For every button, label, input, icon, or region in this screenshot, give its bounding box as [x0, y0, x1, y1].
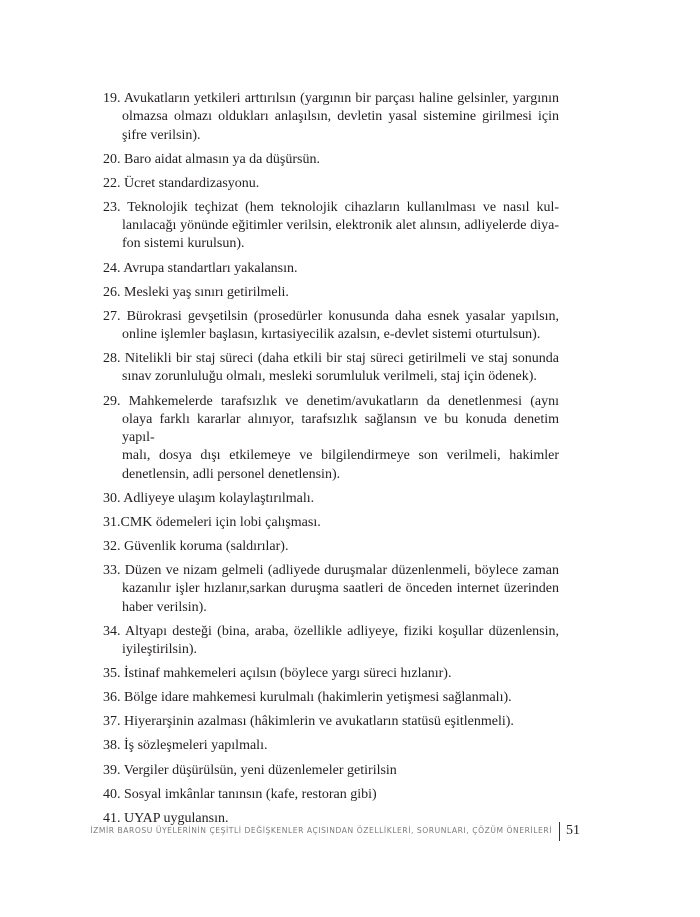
list-item-text: İstinaf mahkemeleri açılsın (böylece yargı süreci hızlanır). — [124, 666, 452, 682]
list-item-text: Altyapı desteği (bina, araba, özellikle adliyeye, fiziki koşullar düzenlensin, — [125, 623, 559, 639]
list-item — [103, 90, 559, 145]
list-item-line — [103, 368, 559, 386]
list-item-first-line — [103, 737, 559, 755]
list-item-text: Bölge idare mahkemesi kurulmalı (hakimlerin yetişmesi sağlanmalı). — [124, 690, 512, 706]
list-item-number: 32. — [103, 539, 121, 554]
list-item-text: İş sözleşmeleri yapılmalı. — [124, 738, 268, 754]
list-item-first-line — [103, 762, 559, 780]
list-item-text: Vergiler düşürülsün, yeni düzenlemeler getirilsin — [123, 762, 397, 778]
list-item-first-line — [103, 786, 559, 804]
running-footer-title: İZMİR BAROSU ÜYELERİNİN ÇEŞİTLİ DEĞİŞKENLER AÇISINDAN ÖZELLİKLERİ, SORUNLARI, ÇÖZÜM ÖNERİLERİ — [90, 826, 552, 835]
list-item-first-line — [103, 308, 559, 326]
list-item-text: Nitelikli bir staj süreci (daha etkili bir staj süreci getirilmeli ve staj sonunda — [124, 351, 559, 367]
list-item-number: 27. — [103, 308, 121, 324]
list-item — [103, 786, 559, 804]
list-item-line — [103, 326, 559, 344]
list-item-text: Güvenlik koruma (saldırılar). — [124, 539, 289, 554]
list-item-text: Bürokrasi gevşetilsin (prosedürler konusunda daha esnek yasalar yapılsın, — [126, 308, 560, 324]
list-item — [103, 308, 559, 345]
list-item — [103, 737, 559, 755]
list-item-first-line — [103, 514, 559, 532]
list-item — [103, 538, 559, 556]
list-item-line — [103, 411, 559, 448]
list-item-text: Avukatların yetkileri arttırılsın (yargının bir parçası haline gelsinler, yargının — [123, 91, 559, 106]
list-item-text: kazanılır işler hızlanır,sarkan duruşma saatleri de önceden internet üzerinden — [122, 581, 559, 597]
list-item-number: 26. — [103, 284, 121, 300]
list-item-text: denetlensin, adli personel denetlensin). — [122, 466, 341, 482]
list-item-first-line — [103, 393, 559, 411]
list-item-text: UYAP uygulansın. — [124, 810, 229, 826]
list-item-number: 29. — [103, 393, 121, 409]
list-item-text: Avrupa standartları yakalansın. — [123, 260, 298, 276]
list-item — [103, 665, 559, 683]
list-item-line — [103, 641, 559, 659]
list-item-text: CMK ödemeleri için lobi çalışması. — [120, 514, 321, 530]
list-item — [103, 514, 559, 532]
list-item-number: 24. — [103, 260, 121, 276]
list-item-first-line — [103, 623, 559, 641]
list-item-text: fon sistemi kurulsun). — [122, 236, 245, 252]
list-item-first-line — [103, 90, 559, 108]
list-item-number: 39. — [103, 762, 121, 778]
list-item — [103, 490, 559, 508]
list-item-number: 19. — [103, 91, 121, 106]
list-item-text: şifre verilsin). — [122, 127, 201, 143]
list-item-text: Sosyal imkânlar tanınsın (kafe, restoran gibi) — [124, 786, 377, 802]
list-item-text: olaya farklı kararlar alınıyor, tarafsızlık sağlansın ve bu konuda denetim yapıl- — [122, 411, 559, 446]
list-item — [103, 623, 559, 660]
list-item-line — [103, 235, 559, 253]
list-item-text: Baro aidat almasın ya da düşürsün. — [124, 151, 320, 167]
list-item-text: online işlemler başlasın, kırtasiyecilik azalsın, e-devlet sistemi oturtulsun). — [122, 327, 541, 343]
list-item-first-line — [103, 713, 559, 731]
list-item-text: Mahkemelerde tarafsızlık ve denetim/avukatların da denetlenmesi (aynı — [128, 393, 560, 409]
list-item — [103, 175, 559, 193]
list-item-text: malı, dosya dışı etkilemeye ve bilgilendirmeye son verilmeli, hakimler — [122, 448, 559, 464]
list-item-number: 31. — [103, 514, 121, 530]
list-item — [103, 199, 559, 254]
list-item — [103, 151, 559, 169]
list-item — [103, 689, 559, 707]
list-item-text: Adliyeye ulaşım kolaylaştırılmalı. — [123, 490, 315, 506]
list-item-line — [103, 127, 559, 145]
list-item-first-line — [103, 284, 559, 302]
list-item-line — [103, 580, 559, 598]
list-item — [103, 260, 559, 278]
list-item-line — [103, 217, 559, 235]
numbered-list — [103, 90, 559, 834]
list-item-text: lanılacağı yönünde eğitimler verilsin, elektronik alet alınsın, adliyelerde diya- — [122, 218, 559, 234]
list-item-first-line — [103, 350, 559, 368]
list-item-first-line — [103, 260, 559, 278]
list-item-number: 34. — [103, 623, 121, 639]
page-number: 51 — [566, 823, 580, 838]
list-item-text: Düzen ve nizam gelmeli (adliyede duruşmalar düzenlenmeli, böylece zaman — [124, 563, 560, 579]
list-item-text: olmazsa olmazı oldukları anlaşılsın, devletin yasal sistemine girilmesi için — [122, 109, 559, 125]
list-item-first-line — [103, 490, 559, 508]
list-item-line — [103, 599, 559, 617]
list-item-text: haber verilsin). — [122, 599, 207, 615]
list-item-line — [103, 108, 559, 126]
page-footer — [90, 822, 580, 840]
list-item-number: 38. — [103, 738, 121, 754]
list-item — [103, 713, 559, 731]
list-item-text: Teknolojik teçhizat (hem teknolojik cihazların kullanılması ve nasıl kul- — [127, 199, 559, 215]
list-item — [103, 762, 559, 780]
list-item-first-line — [103, 538, 559, 556]
list-item-line — [103, 466, 559, 484]
list-item-number: 22. — [103, 175, 121, 191]
list-item-first-line — [103, 689, 559, 707]
list-item — [103, 393, 559, 484]
list-item — [103, 350, 559, 387]
list-item — [103, 562, 559, 617]
list-item-text: Hiyerarşinin azalması (hâkimlerin ve avukatların statüsü eşitlenmeli). — [124, 714, 514, 730]
list-item-first-line — [103, 665, 559, 683]
list-item-number: 35. — [103, 666, 121, 682]
list-item-first-line — [103, 175, 559, 193]
list-item-text: Ücret standardizasyonu. — [124, 175, 260, 191]
list-item-number: 36. — [103, 690, 121, 706]
list-item-line — [103, 447, 559, 465]
list-item-text: Mesleki yaş sınırı getirilmeli. — [124, 284, 289, 300]
list-item-number: 20. — [103, 151, 121, 167]
list-item-number: 41. — [103, 810, 121, 826]
list-item-number: 28. — [103, 351, 121, 367]
list-item-first-line — [103, 199, 559, 217]
list-item — [103, 284, 559, 302]
footer-divider — [559, 822, 560, 841]
list-item-first-line — [103, 562, 559, 580]
list-item-number: 37. — [103, 714, 121, 730]
list-item-number: 33. — [103, 563, 121, 579]
list-item-number: 40. — [103, 786, 121, 802]
list-item-number: 30. — [103, 490, 121, 506]
list-item-number: 23. — [103, 199, 121, 215]
list-item-text: iyileştirilsin). — [122, 642, 198, 658]
list-item-first-line — [103, 151, 559, 169]
list-item-text: sınav zorunluluğu olmalı, mesleki sorumluluk verilmeli, staj için ödenek). — [122, 369, 537, 385]
